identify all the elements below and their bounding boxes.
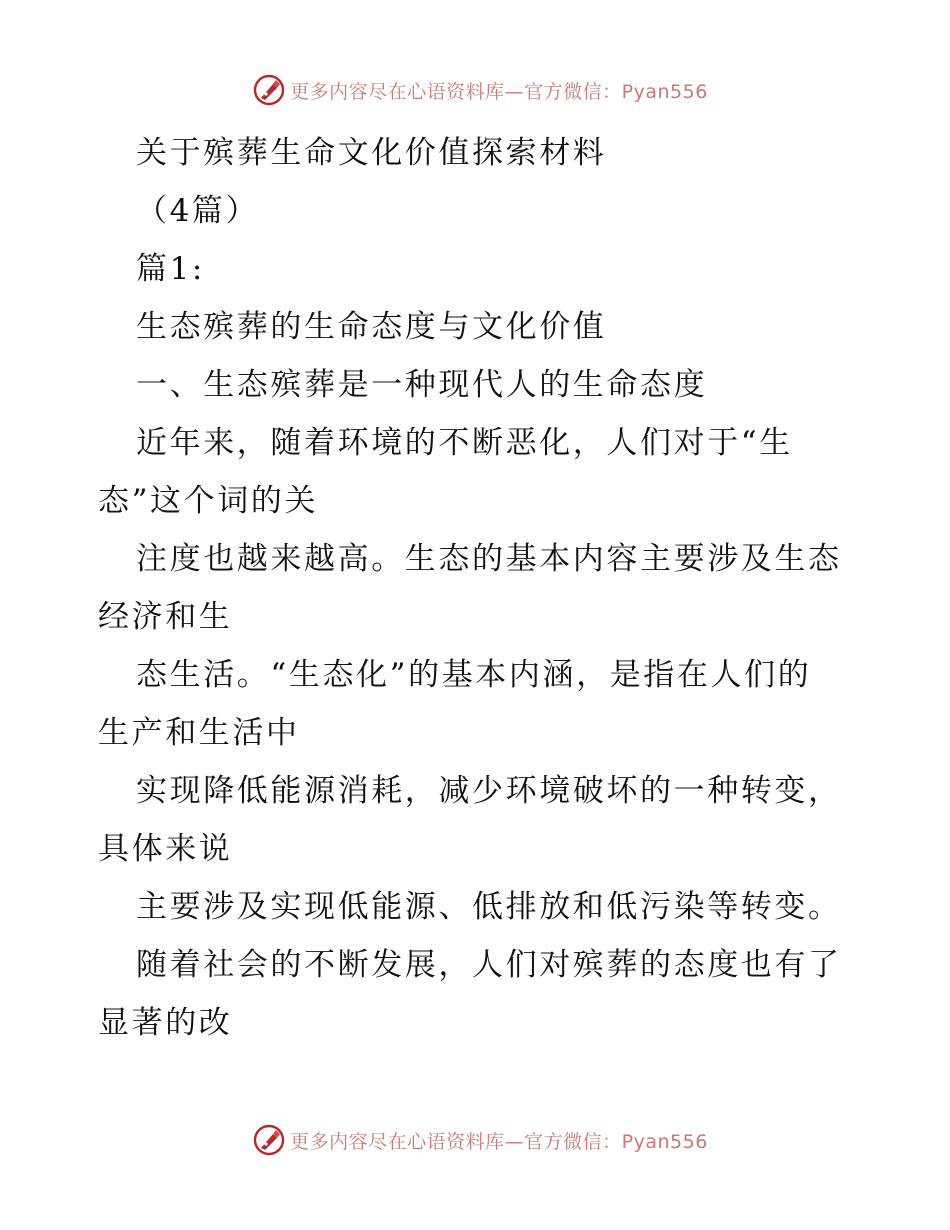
document-line: 近年来，随着环境的不断恶化，人们对于“生 xyxy=(136,425,793,461)
document-line: 显著的改 xyxy=(98,1005,233,1041)
footer-banner xyxy=(0,1120,950,1160)
document-line: 随着社会的不断发展，人们对殡葬的态度也有了 xyxy=(136,947,842,983)
document-line: （4篇） xyxy=(136,193,260,229)
header-banner-inner xyxy=(252,73,708,107)
footer-banner-inner xyxy=(252,1123,708,1157)
document-line: 经济和生 xyxy=(98,599,233,635)
document-line: 生态殡葬的生命态度与文化价值 xyxy=(136,309,607,345)
document-line: 实现降低能源消耗，减少环境破坏的一种转变， xyxy=(136,773,842,809)
footer-banner-text: 更多内容尽在心语资料库—官方微信：Pyan556 xyxy=(290,1130,708,1153)
header-banner-text: 更多内容尽在心语资料库—官方微信：Pyan556 xyxy=(290,80,708,103)
document-line: 一、生态殡葬是一种现代人的生命态度 xyxy=(136,367,708,403)
document-line: 主要涉及实现低能源、低排放和低污染等转变。 xyxy=(136,889,842,925)
document-line: 注度也越来越高。生态的基本内容主要涉及生态 xyxy=(136,541,842,577)
pen-nib-circle-icon xyxy=(252,1123,286,1157)
document-line: 态”这个词的关 xyxy=(98,483,319,519)
document-line: 关于殡葬生命文化价值探索材料 xyxy=(136,135,607,171)
header-banner xyxy=(0,70,950,110)
document-line: 生产和生活中 xyxy=(98,715,300,751)
document-line: 篇1: xyxy=(136,251,205,287)
document-body xyxy=(98,124,858,1052)
pen-nib-circle-icon xyxy=(252,73,286,107)
document-line: 态生活。“生态化”的基本内涵，是指在人们的 xyxy=(136,657,812,693)
document-line: 具体来说 xyxy=(98,831,233,867)
